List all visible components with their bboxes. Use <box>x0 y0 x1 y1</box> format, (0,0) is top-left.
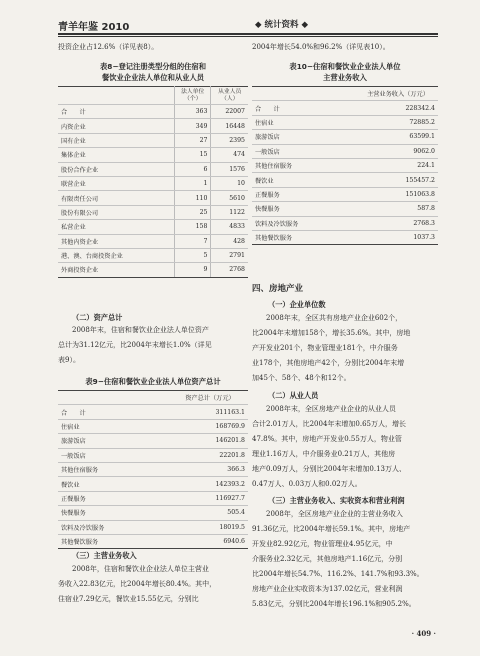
table-row <box>58 462 248 476</box>
row-name: 快餐服务 <box>252 202 358 216</box>
cell-value: 1037.3 <box>358 230 438 244</box>
cell-value: 63599.1 <box>358 130 438 144</box>
cell-value: 142393.2 <box>172 477 248 491</box>
row-name: 私营企业 <box>58 220 175 234</box>
cell-employees: 10 <box>211 176 248 190</box>
cell-units: 6 <box>175 162 211 176</box>
table8-header-row <box>58 87 248 105</box>
table-row <box>58 205 248 219</box>
section-units-line: 2008年末，全区共有房地产业企业602个， <box>266 314 403 322</box>
cell-value: 6940.6 <box>172 534 248 548</box>
table10-caption-line1: 表10−住宿和餐饮业企业法人单位 <box>289 62 401 71</box>
cell-value: 2768.3 <box>358 216 438 230</box>
cell-units: 27 <box>175 133 211 147</box>
section-revenue-line1: 2008年，住宿和餐饮业企业法人单位主营业 <box>72 565 209 573</box>
cell-value: 116927.7 <box>172 491 248 505</box>
section-revenue-line2: 务收入22.83亿元，比2004年增长80.4%。其中， <box>58 580 217 588</box>
table-row <box>252 230 438 244</box>
cell-units: 110 <box>175 191 211 205</box>
cell-employees: 428 <box>211 234 248 248</box>
section-income-line: 介服务业2.32亿元，其他房地产1.16亿元，分别 <box>252 555 403 563</box>
table8-caption <box>58 61 248 83</box>
table-row <box>252 216 438 230</box>
cell-value: 146201.8 <box>172 434 248 448</box>
page-number: · 409 · <box>411 629 436 638</box>
table-row <box>58 405 248 419</box>
section-income-line: 房地产业企业实收资本为137.02亿元，营业利润 <box>252 585 403 593</box>
section-units-title: （一）企业单位数 <box>268 300 326 309</box>
section-assets-title: （二）资产总计 <box>72 313 123 322</box>
section-employees-line: 47.8%。其中，房地产开发业0.55万人，物业管 <box>252 435 402 443</box>
table9 <box>58 390 248 549</box>
table9-caption: 表9−住宿和餐饮业企业法人单位资产总计 <box>85 377 221 386</box>
row-name: 住宿业 <box>58 419 172 433</box>
cell-employees: 4833 <box>211 220 248 234</box>
table-row <box>58 220 248 234</box>
cell-value: 72885.2 <box>358 115 438 129</box>
table9-header-blank <box>58 391 172 405</box>
cell-employees: 1576 <box>211 162 248 176</box>
section-employees-title: （二）从业人员 <box>268 391 319 400</box>
row-name: 国有企业 <box>58 133 175 147</box>
header-yearbook-title: 青羊年鉴 2010 <box>58 22 130 33</box>
left-intro-line: 投资企业占12.6%（详见表8）。 <box>58 43 159 51</box>
table10-caption <box>252 61 438 83</box>
row-name: 合 计 <box>58 405 172 419</box>
row-name: 餐饮业 <box>58 477 172 491</box>
table-row <box>58 434 248 448</box>
row-name: 旅游饭店 <box>58 434 172 448</box>
cell-units: 1 <box>175 176 211 190</box>
cell-units: 9 <box>175 263 211 277</box>
section-income-title: （三）主营业务收入、实收资本和营业利润 <box>268 496 405 505</box>
row-name: 港、澳、台商投资企业 <box>58 248 175 262</box>
cell-employees: 474 <box>211 148 248 162</box>
table-row <box>252 101 438 115</box>
row-name: 其他内资企业 <box>58 234 175 248</box>
right-intro-line: 2004年增长54.0%和96.2%（详见表10）。 <box>252 43 390 51</box>
section-units-line: 产开发业201个，物业管理业181个，中介服务 <box>252 344 398 352</box>
row-name: 内资企业 <box>58 119 175 133</box>
table10-caption-line2: 主营业务收入 <box>323 73 367 82</box>
table8-col-units: 法人单位（个） <box>175 87 211 105</box>
cell-units: 158 <box>175 220 211 234</box>
table9-header-row <box>58 391 248 405</box>
section-employees-line: 2008年末，全区房地产业企业的从业人员 <box>266 405 396 413</box>
row-name: 合 计 <box>58 105 175 119</box>
row-name: 旅游饭店 <box>252 130 358 144</box>
cell-units: 349 <box>175 119 211 133</box>
table-row <box>58 419 248 433</box>
cell-employees: 2768 <box>211 263 248 277</box>
section-units-line: 比2004年末增加158个，增长35.6%。其中，房地 <box>252 329 411 337</box>
row-name: 联营企业 <box>58 176 175 190</box>
row-name: 正餐服务 <box>58 491 172 505</box>
cell-value: 587.8 <box>358 202 438 216</box>
table-row <box>252 202 438 216</box>
cell-value: 151063.8 <box>358 187 438 201</box>
table-row <box>58 263 248 277</box>
section-income-line: 2008年，全区房地产业企业的主营业务收入 <box>266 510 403 518</box>
row-name: 其他餐饮服务 <box>252 230 358 244</box>
section-employees-line: 理业1.16万人，中介服务业0.21万人，其他房 <box>252 450 396 458</box>
section-revenue-title: （三）主营业务收入 <box>72 551 137 560</box>
header-rule <box>58 33 438 35</box>
table-row <box>58 448 248 462</box>
section-units-line: 业178个，其他房地产42个，分别比2004年末增 <box>252 359 405 367</box>
cell-units: 7 <box>175 234 211 248</box>
cell-employees: 2395 <box>211 133 248 147</box>
row-name: 住宿业 <box>252 115 358 129</box>
section-income-line: 91.36亿元，比2004年增长59.1%。其中，房地产 <box>252 525 411 533</box>
cell-value: 228342.4 <box>358 101 438 115</box>
table-row <box>58 534 248 548</box>
cell-employees: 5610 <box>211 191 248 205</box>
cell-value: 366.3 <box>172 462 248 476</box>
table-row <box>58 105 248 119</box>
cell-units: 5 <box>175 248 211 262</box>
table-row <box>58 133 248 147</box>
section-assets-line3: 表9）。 <box>58 356 80 364</box>
table10-col-revenue: 主营业务收入（万元） <box>358 87 438 101</box>
row-name: 其他餐饮服务 <box>58 534 172 548</box>
header-rule-thin <box>58 36 438 37</box>
table-row <box>252 144 438 158</box>
table-row <box>58 119 248 133</box>
row-name: 集体企业 <box>58 148 175 162</box>
row-name: 餐饮业 <box>252 173 358 187</box>
section-income-line: 开发业82.92亿元，物业管理业4.95亿元，中 <box>252 540 393 548</box>
table8-caption-line2: 餐饮业企业法人单位和从业人员 <box>101 73 205 82</box>
row-name: 一般饭店 <box>58 448 172 462</box>
table8-col-employees: 从业人员（人） <box>211 87 248 105</box>
cell-value: 505.4 <box>172 506 248 520</box>
table10 <box>252 86 438 245</box>
section-income-line: 5.83亿元，分别比2004年增长196.1%和905.2%。 <box>252 600 416 608</box>
table10-header-blank <box>252 87 358 101</box>
row-name: 外商投资企业 <box>58 263 175 277</box>
table-row <box>252 130 438 144</box>
cell-value: 9062.0 <box>358 144 438 158</box>
table8-caption-line1: 表8−登记注册类型分组的住宿和 <box>99 62 207 71</box>
cell-value: 311163.1 <box>172 405 248 419</box>
row-name: 饮料及冷饮服务 <box>58 520 172 534</box>
cell-employees: 2791 <box>211 248 248 262</box>
cell-value: 224.1 <box>358 158 438 172</box>
table-row <box>252 115 438 129</box>
section-employees-line: 合计2.01万人，比2004年末增加0.65万人，增长 <box>252 420 406 428</box>
section-employees-line: 0.47万人、0.03万人和0.02万人。 <box>252 480 362 488</box>
section-revenue-line3: 住宿业7.29亿元，餐饮业15.55亿元，分别比 <box>58 595 199 603</box>
table9-col-assets: 资产总计（万元） <box>172 391 248 405</box>
table-row <box>58 162 248 176</box>
table-row <box>252 187 438 201</box>
section-assets-line2: 总计为31.12亿元，比2004年末增长1.0%（详见 <box>58 341 212 349</box>
row-name: 股份有限公司 <box>58 205 175 219</box>
row-name: 其他住宿服务 <box>252 158 358 172</box>
cell-value: 168769.9 <box>172 419 248 433</box>
table-row <box>58 191 248 205</box>
row-name: 股份合作企业 <box>58 162 175 176</box>
table-row <box>58 491 248 505</box>
header-section-title: ◆ 统计资料 ◆ <box>255 20 308 30</box>
table-row <box>252 158 438 172</box>
cell-units: 15 <box>175 148 211 162</box>
table-row <box>58 148 248 162</box>
section-income-line: 比2004年增长54.7%、116.2%、141.7%和93.3%。 <box>252 570 424 578</box>
cell-value: 155457.2 <box>358 173 438 187</box>
table-row <box>58 520 248 534</box>
row-name: 正餐服务 <box>252 187 358 201</box>
section-assets-line1: 2008年末，住宿和餐饮业企业法人单位资产 <box>72 326 209 334</box>
row-name: 一般饭店 <box>252 144 358 158</box>
table8-header-blank <box>58 87 175 105</box>
cell-employees: 1122 <box>211 205 248 219</box>
table8 <box>58 86 248 278</box>
section-units-line: 加45个、58个、48个和12个。 <box>252 374 351 382</box>
table-row <box>58 477 248 491</box>
row-name: 合 计 <box>252 101 358 115</box>
cell-value: 22201.8 <box>172 448 248 462</box>
row-name: 其他住宿服务 <box>58 462 172 476</box>
table-row <box>58 176 248 190</box>
table10-header-row <box>252 87 438 101</box>
cell-value: 18019.5 <box>172 520 248 534</box>
table-row <box>58 234 248 248</box>
section-employees-line: 地产0.09万人，分别比2004年末增加0.13万人、 <box>252 465 406 473</box>
row-name: 快餐服务 <box>58 506 172 520</box>
table-row <box>252 173 438 187</box>
table-row <box>58 506 248 520</box>
chapter-title-real-estate: 四、房地产业 <box>252 284 304 294</box>
cell-employees: 22007 <box>211 105 248 119</box>
row-name: 饮料及冷饮服务 <box>252 216 358 230</box>
table-row <box>58 248 248 262</box>
cell-units: 363 <box>175 105 211 119</box>
row-name: 有限责任公司 <box>58 191 175 205</box>
cell-units: 25 <box>175 205 211 219</box>
cell-employees: 16448 <box>211 119 248 133</box>
